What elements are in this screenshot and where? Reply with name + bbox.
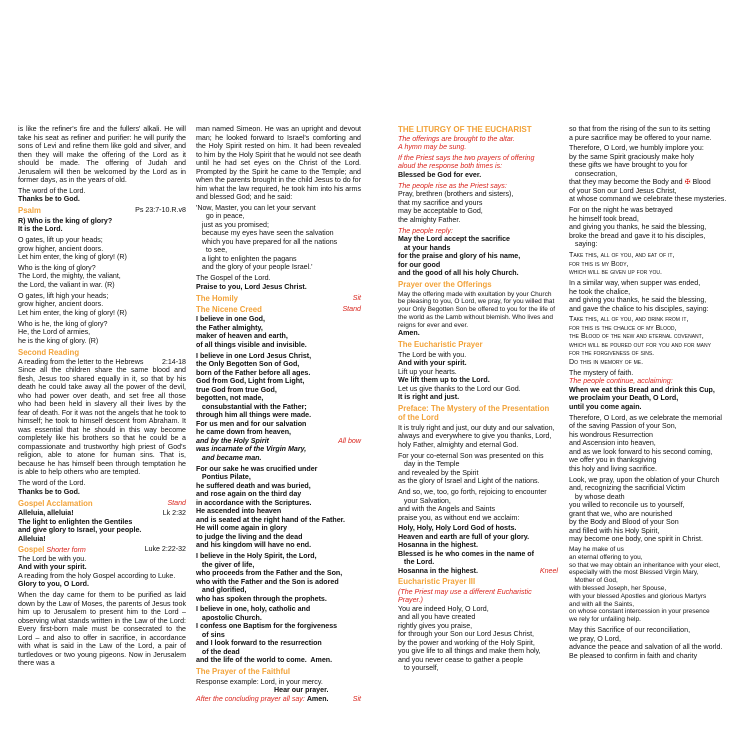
rubric: The offerings are brought to the altar. A hymn may be sung. (398, 134, 515, 152)
creed-paragraph: I believe in the Holy Spirit, the Lord, the giver of life, who proceeds from the Father and the Son, who with the Father and the Son is adored and glorified, who has spoken through the prophets. (196, 552, 343, 603)
reading-text: is like the refiner's fire and the fullers' alkali. He will take his seat as refiner and purifier: he will purify the sons of Levi and refine them like gold and silver, and then they will make the offering of the Lord as it should be made. The offering of Judah and Jerusalem will then be welcomed by the Lord as in former days, as in the years of old. (18, 125, 186, 184)
praise-response: Praise to you, Lord Jesus Christ. (196, 282, 307, 291)
creed-heading: The Nicene Creed (196, 305, 262, 315)
creed-incarnate-row (196, 437, 361, 446)
sanctus-hosanna: Hosanna in the highest. (398, 566, 479, 575)
amen: Amen. (306, 694, 329, 703)
gospel-text-cont: man named Simeon. He was an upright and devout man; he looked forward to Israel's comforting and the Holy Spirit rested on him. It had been revealed to him by the Holy Spirit that he would not see death until he had set eyes on the Christ of the Lord. Prompted by the Spirit he came to the Temple; and when the parents brought in the child Jesus to do for him what the law required, he took him into his arms and blessed God; and he said: (196, 125, 361, 201)
preface-text: It is truly right and just, our duty and our salvation, always and everywhere to give you thanks, Lord, holy Father, almighty and eternal God. (398, 423, 555, 449)
blessed-response: Blessed be God for ever. (398, 170, 482, 179)
psalm-stanza: O gates, lift high your heads; grow higher, ancient doors. Let him enter, the king of glory! (R) (18, 291, 127, 317)
rubric-sit: Sit (352, 293, 361, 302)
prayer-text: In a similar way, when supper was ended, he took the chalice, and giving you thanks, he said the blessing, and gave the chalice to his disciples, saying: (569, 279, 709, 313)
dialogue: Let us give thanks to the Lord our God. (398, 384, 521, 393)
homily-heading: The Homily (196, 293, 239, 303)
dialogue-response: It is right and just. (398, 393, 460, 402)
response-thanks: Thanks be to God. (18, 487, 80, 496)
preface-text: For your co-eternal Son was presented on this day in the Temple and revealed by the Spirit as the glory of Israel and Light of the nations. (398, 451, 544, 486)
rubric: The people rise as the Priest says: (398, 181, 507, 190)
people-reply: May the Lord accept the sacrifice at your hands for the praise and glory of his name, for our good and the good of all his holy Church. (398, 235, 521, 278)
liturgy-title: THE LITURGY OF THE EUCHARIST (398, 125, 532, 134)
psalm-stanza: Who is he, the king of glory? He, the Lord of armies, he is the king of glory. (R) (18, 319, 108, 345)
word-of-the-lord: The word of the Lord. (18, 479, 86, 488)
psalm-stanza: Who is the king of glory? The Lord, the mighty, the valiant, the Lord, the valiant in war. (R) (18, 263, 121, 289)
gospel-ref: Luke 2:22-32 (144, 545, 186, 554)
psalm-stanza: O gates, lift up your heads; grow higher, ancient doors. Let him enter, the king of glory! (R) (18, 236, 127, 262)
response-example: Response example: Lord, in your mercy. (196, 677, 323, 686)
column-2 (196, 125, 361, 703)
concluding-row (196, 695, 361, 704)
column-4 (569, 125, 729, 663)
creed-paragraph: For our sake he was crucified under Pontius Pilate, he suffered death and was buried, and rose again on the third day in accordance with the Scriptures. He ascended into heaven and is seated at the right hand of the Father. He will come again in glory to judge the living and the dead and his kingdom will have no end. (196, 464, 345, 550)
gospel-heading: Gospel (18, 545, 45, 555)
creed-paragraph: I believe in one Lord Jesus Christ, the Only Begotten Son of God, born of the Father before all ages. God from God, Light from Light, true God from true God, begotten, not made, consubstantial with the Father; through him all things were made. For us men and for our salvation he came down from heaven, (196, 351, 312, 437)
second-reading-intro: A reading from the letter to the Hebrews (18, 357, 144, 366)
cross-icon: ✠ (684, 178, 691, 187)
column-3 (398, 125, 558, 675)
creed-incarnate-cont: was incarnate of the Virgin Mary, and became man. (196, 445, 307, 462)
column-1 (18, 125, 186, 670)
gospel-acclamation-heading: Gospel Acclamation (18, 498, 93, 508)
alleluia-row (18, 509, 186, 518)
acclamation: When we eat this Bread and drink this Cup, we proclaim your Death, O Lord, until you come again. (569, 385, 715, 411)
ep3-heading: Eucharistic Prayer III (398, 577, 476, 587)
psalm-header (18, 206, 186, 215)
gospel-of-the-lord: The Gospel of the Lord. (196, 274, 271, 283)
alleluia-verse: The light to enlighten the Gentiles and give glory to Israel, your people. Alleluia! (18, 517, 142, 543)
gospel-intro: A reading from the holy Gospel according to Luke. (18, 571, 176, 580)
greeting: The Lord be with you. (18, 554, 87, 563)
ep3-text: You are indeed Holy, O Lord, and all you have created rightly gives you praise, for through your Son our Lord Jesus Christ, by the power and working of the Holy Spirit, you give life to all things and make them holy, and you never cease to gather a people to yourself, (398, 604, 541, 673)
prayer-text: Therefore, O Lord, as we celebrate the memorial of the saving Passion of your Son, his wondrous Resurrection and Ascension into heaven, and as we look forward to his second coming, we offer you in thanksgiving this holy and living sacrifice. (569, 413, 722, 473)
psalm-heading: Psalm (18, 206, 41, 216)
prayer-text: For on the night he was betrayed he himself took bread, and giving you thanks, he said the blessing, broke the bread and gave it to his disciples, saying: (569, 206, 707, 249)
dialogue-response: We lift them up to the Lord. (398, 376, 490, 385)
prayer-text: May he make of us an eternal offering to you, so that we may obtain an inheritance with your elect, especially with the most Blessed Virgin Mary, Mother of God, with blessed Joseph, her Spouse, with your blessed Apostles and glorious Martyrs and with all the Saints, on whose constant intercession in your presence we rely for unfailing help. (569, 546, 721, 624)
gospel-response: Glory to you, O Lord. (18, 580, 89, 589)
shorter-form: Shorter form (46, 546, 86, 555)
response-thanks: Thanks be to God. (18, 195, 80, 204)
offerings-text: May the offering made with exultation by your Church be pleasing to you, O Lord, we pray, for you willed that your Only Begotten Son be offered to you for the life of the world as the Lamb without blemish. Who lives and reigns for ever and ever. (398, 290, 556, 329)
ep3-rubric: (The Priest may use a different Eucharistic Prayer.) (398, 587, 532, 605)
alleluia: Alleluia, alleluia! (18, 509, 74, 518)
prayer-text: Therefore, O Lord, we humbly implore you: by the same Spirit graciously make holy these gifts we have brought to you for consecration, (569, 144, 704, 178)
prayer-text: so that from the rising of the sun to its setting a pure sacrifice may be offered to your name. (569, 125, 712, 142)
rubric-stand: Stand (342, 305, 361, 314)
after-rubric: After the concluding prayer all say: (196, 694, 305, 703)
second-reading-intro-row (18, 358, 186, 367)
creed-paragraph: I believe in one, holy, catholic and apostolic Church. I confess one Baptism for the forgiveness of sins and I look forward to the resurrection of the dead and the life of the world to come. Amen. (196, 605, 338, 665)
second-reading-ref: 2:14-18 (161, 357, 186, 366)
psalm-ref: Ps 23:7-10.R.v8 (135, 206, 186, 215)
offerings-heading: Prayer over the Offerings (398, 280, 492, 290)
prayer-text: Look, we pray, upon the oblation of your Church and, recognizing the sacrificial Victim by whose death you willed to reconcile us to yourself, grant that we, who are nourished by the Body and Blood of your Son and filled with his Holy Spirit, may become one body, one spirit in Christ. (569, 475, 720, 544)
alleluia-ref: Lk 2:32 (162, 509, 186, 518)
rubric-kneel: Kneel (539, 566, 558, 575)
homily-header (196, 294, 361, 303)
dialogue-response: And with your spirit. (398, 359, 467, 368)
second-reading-heading: Second Reading (18, 347, 80, 357)
rubric: If the Priest says the two prayers of offering aloud the response both times is: (398, 153, 535, 171)
sanctus-last-row (398, 567, 558, 576)
sanctus: Holy, Holy, Holy Lord God of hosts. Heaven and earth are full of your glory. Hosanna in the highest. Blessed is he who comes in the name of the Lord. (398, 524, 535, 567)
blood-words: Take this, all of you, and drink from it, for this is the chalice of my Blood, the Blood of the new and eternal covenant, which will be poured out for you and for many for the forgiveness of sins. Do this in memory of me. (569, 315, 711, 366)
creed-paragraph: I believe in one God, the Father almighty, maker of heaven and earth, of all things visible and invisible. (196, 315, 307, 349)
prayer-text: May this Sacrifice of our reconciliation, we pray, O Lord, advance the peace and salvation of all the world. Be pleased to confirm in faith and charity (569, 626, 723, 660)
psalm-response: R) Who is the king of glory? It is the Lord. (18, 216, 113, 234)
faithful-heading: The Prayer of the Faithful (196, 667, 291, 677)
amen: Amen. (398, 329, 420, 338)
greeting-response: And with your spirit. (18, 563, 87, 572)
rubric: The people reply: (398, 226, 453, 235)
hear-our-prayer: Hear our prayer. (274, 686, 329, 695)
mystery-of-faith: The mystery of faith. (569, 368, 634, 377)
rubric: The people continue, acclaiming: (569, 377, 673, 386)
word-of-the-lord: The word of the Lord. (18, 186, 86, 195)
consecration-line: that they may become the Body and ✠ Blood (569, 178, 711, 187)
gospel-acclamation-header (18, 499, 186, 508)
second-reading-text: Since all the children share the same blood and flesh, Jesus too shared equally in it, so that by his death he could take away all the power of the devil, who had power over death, and set free all those who had been held in slavery all their lives by the fear of death. For it was not the angels that he took to himself; he took to himself descent from Abraham. It was essential that he should in this way become completely like his brothers so that he could be a compassionate and trustworthy high priest of God's religion, able to atone for human sins. That is, because he has himself been through temptation he is able to help others who are tempted. (18, 366, 186, 477)
gospel-text: When the day came for them to be purified as laid down by the Law of Moses, the parents of Jesus took him up to Jerusalem to present him to the Lord – observing what stands written in the Law of the Lord: Every first-born male must be consecrated to the Lord – and also to offer in sacrifice, in accordance with what is said in the Law of the Lord, a pair of turtledoves or two young pigeons. Now in Jerusalem there was a (18, 591, 186, 668)
rubric-all-bow: All bow (338, 436, 361, 445)
dialogue: The Lord be with you. (398, 350, 467, 359)
preface-text: And so, we, too, go forth, rejoicing to encounter your Salvation, and with the Angels and Saints praise you, as without end we acclaim: (398, 488, 547, 522)
gospel-header (18, 545, 186, 555)
eucharistic-prayer-heading: The Eucharistic Prayer (398, 340, 483, 350)
dialogue: Lift up your hearts. (398, 367, 457, 376)
preface-heading: Preface: The Mystery of the Presentation of the Lord (398, 404, 550, 423)
rubric-sit: Sit (352, 694, 361, 703)
pray-brethren: Pray, brethren (brothers and sisters), that my sacrifice and yours may be acceptable to God, the almighty Father. (398, 190, 514, 224)
canticle: 'Now, Master, you can let your servant go in peace, just as you promised; because my eyes have seen the salvation which you have prepared for all the nations to see, a light to enlighten the pagans and the glory of your people Israel.' (196, 203, 338, 272)
creed-header (196, 305, 361, 314)
body-words: Take this, all of you, and eat of it, for this is my Body, which will be given up for you. (569, 251, 675, 277)
creed-incarnate: and by the Holy Spirit (196, 436, 269, 445)
prayer-text: of your Son our Lord Jesus Christ, at whose command we celebrate these mysteries. (569, 186, 727, 204)
rubric-stand: Stand (167, 498, 186, 507)
